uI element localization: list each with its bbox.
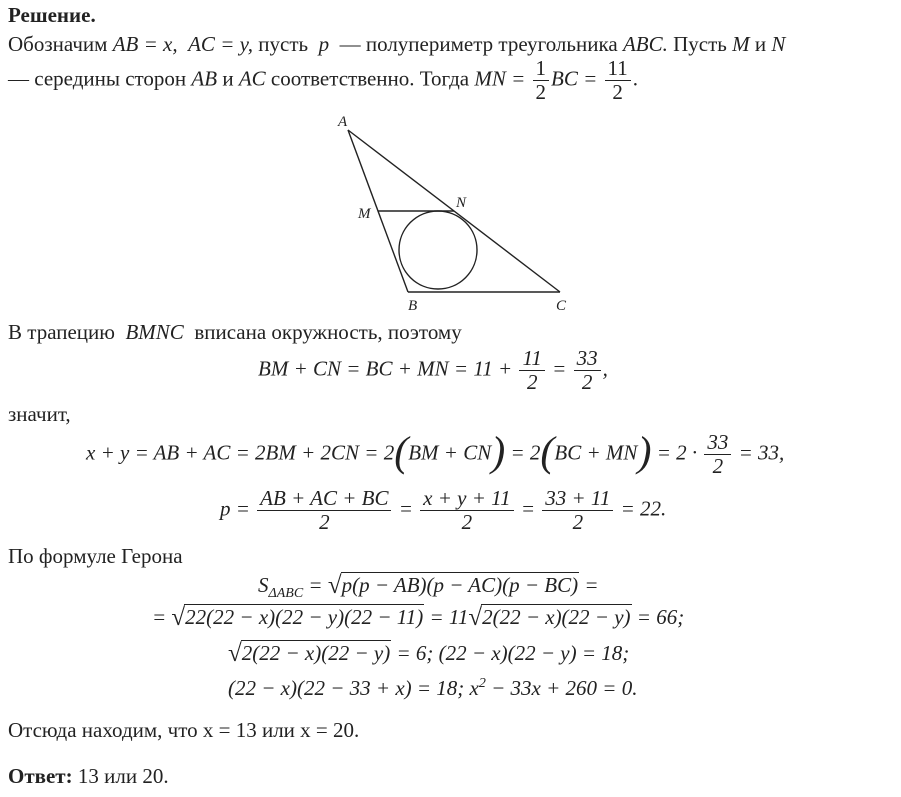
math: BM + CN xyxy=(408,440,492,465)
math: N xyxy=(771,32,786,56)
incircle xyxy=(399,211,477,289)
triangle-figure xyxy=(330,110,580,320)
math: = 66; xyxy=(636,605,685,629)
math: x + y = AB + AC = 2BM + 2CN = 2 xyxy=(86,440,395,465)
math: = xyxy=(308,573,323,597)
math: AC xyxy=(238,66,266,91)
text: Пусть xyxy=(673,32,727,56)
math: = 22. xyxy=(620,496,667,521)
equation-7 xyxy=(228,676,637,701)
label-M: M xyxy=(358,206,371,222)
text: — полупериметр треугольника xyxy=(339,32,618,56)
answer-value: 13 или 20. xyxy=(77,764,169,788)
label-C: C xyxy=(556,298,567,314)
intro-line-1 xyxy=(8,32,785,57)
sqrt: √2(22 − x)(22 − y) xyxy=(228,640,391,667)
math: AC = y, xyxy=(188,32,254,56)
equation-5 xyxy=(152,604,684,632)
math: BM + CN = BC + MN = 11 + xyxy=(258,356,513,381)
text: соответственно. Тогда xyxy=(270,66,470,91)
intro-line-2 xyxy=(8,58,638,103)
text: Обозначим xyxy=(8,32,108,56)
label-N: N xyxy=(456,195,467,211)
fraction: $\frac{33}{2}$ xyxy=(574,348,601,393)
fraction: $\frac{33}{2}$ xyxy=(704,432,731,477)
text: . xyxy=(632,66,639,91)
znachit-text: значит, xyxy=(8,402,71,426)
equation-6 xyxy=(228,640,629,668)
math: = xyxy=(584,573,599,597)
math: (22 − x)(22 − 33 + x) = 18; x xyxy=(228,676,479,700)
math: − 33x + 260 = 0. xyxy=(491,676,638,700)
trapezoid-line xyxy=(8,320,462,345)
math: = 6; (22 − x)(22 − y) = 18; xyxy=(396,641,630,665)
answer-label: Ответ: xyxy=(8,764,73,788)
math: = xyxy=(552,356,567,381)
sqrt: √22(22 − x)(22 − y)(22 − 11) xyxy=(171,604,424,631)
text: — середины сторон xyxy=(8,66,187,91)
math: BC + MN xyxy=(554,440,638,465)
equation-4 xyxy=(258,572,599,602)
text: пусть xyxy=(258,32,309,56)
fraction: $\frac{x + y + 11}{2}$ xyxy=(420,488,513,533)
fraction: $\frac{11}{2}$ xyxy=(605,58,631,103)
math: = 2 xyxy=(510,440,541,465)
math: AB = x, xyxy=(112,32,178,56)
conclusion-text: Отсюда находим, что x = 13 или x = 20. xyxy=(8,718,360,742)
math: M xyxy=(732,32,750,56)
fraction: $\frac{1}{2}$ xyxy=(533,58,550,103)
math: p xyxy=(318,32,330,56)
text: и xyxy=(222,66,234,91)
equation-3 xyxy=(220,488,666,533)
text: вписана окружность, поэтому xyxy=(194,320,462,344)
math: BC = xyxy=(551,66,598,91)
subscript: ΔABC xyxy=(268,586,304,602)
math: = xyxy=(152,605,167,629)
math: MN = xyxy=(474,66,526,91)
math: S xyxy=(258,573,269,597)
superscript: 2 xyxy=(478,676,486,691)
math: = xyxy=(520,496,535,521)
fraction: $\frac{AB + AC + BC}{2}$ xyxy=(257,488,391,533)
text: и xyxy=(754,32,767,56)
fraction: $\frac{33 + 11}{2}$ xyxy=(542,488,613,533)
math: = 2 · xyxy=(656,440,698,465)
equation-2: x + y = AB + AC = 2BM + 2CN = 2(BM + CN) = 2(BC + MN) = 2 · $\frac{33}{2}$ = 33, xyxy=(86,429,785,478)
math: = 11 xyxy=(429,605,469,629)
math: = xyxy=(398,496,413,521)
text: В трапецию xyxy=(8,320,115,344)
math: = 33, xyxy=(738,440,785,465)
answer-line xyxy=(8,764,169,789)
sqrt: √2(22 − x)(22 − y) xyxy=(468,604,631,631)
math: BMNC xyxy=(125,320,184,344)
label-A: A xyxy=(338,114,348,130)
heron-text: По формуле Герона xyxy=(8,544,183,568)
solution-heading: Решение. xyxy=(8,3,96,27)
math: ABC. xyxy=(622,32,668,56)
fraction: $\frac{11}{2}$ xyxy=(519,348,544,393)
label-B: B xyxy=(408,298,418,314)
math: AB xyxy=(191,66,218,91)
math: , xyxy=(602,356,608,381)
math: p = xyxy=(220,496,250,521)
sqrt: √p(p − AB)(p − AC)(p − BC) xyxy=(327,572,579,599)
equation-1 xyxy=(258,348,608,393)
